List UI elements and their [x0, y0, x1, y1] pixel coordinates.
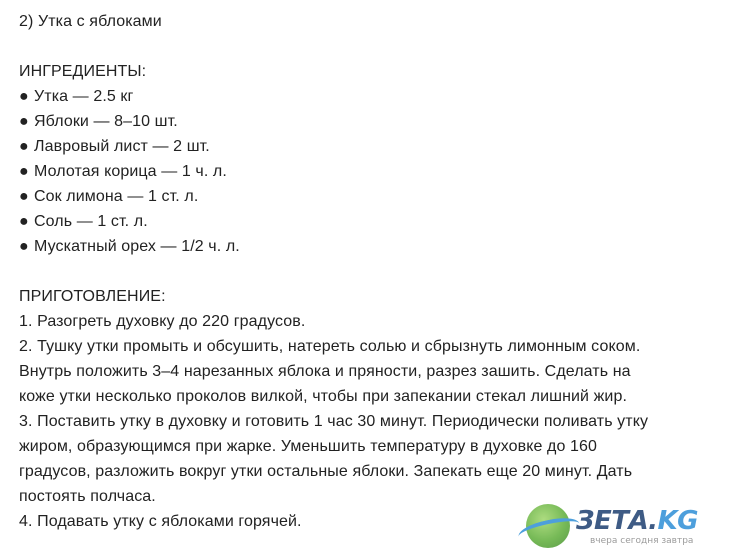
ingredient-text: Утка — 2.5 кг	[34, 88, 134, 105]
ingredient-item	[19, 184, 719, 209]
recipe-title: 2) Утка с яблоками	[19, 13, 162, 30]
ingredient-item	[19, 159, 719, 184]
ingredient-item	[19, 109, 719, 134]
site-watermark	[518, 504, 730, 552]
ingredient-item	[19, 209, 719, 234]
ingredient-item	[19, 234, 719, 259]
preparation-line: 4. Подавать утку с яблоками горячей.	[19, 513, 302, 530]
bullet-icon: ●	[19, 88, 29, 105]
spacer	[19, 34, 719, 59]
preparation-line: коже утки несколько проколов вилкой, чтобы при запекании стекал лишний жир.	[19, 388, 628, 405]
ingredient-text: Яблоки — 8–10 шт.	[34, 113, 178, 130]
ingredient-text: Мускатный орех — 1/2 ч. л.	[34, 238, 240, 255]
preparation-line: 1. Разогреть духовку до 220 градусов.	[19, 313, 306, 330]
ingredient-text: Сок лимона — 1 ст. л.	[34, 188, 199, 205]
ingredient-item	[19, 134, 719, 159]
bullet-icon: ●	[19, 213, 29, 230]
preparation-steps	[19, 309, 719, 534]
preparation-line: постоять полчаса.	[19, 488, 156, 505]
ingredients-heading: ИНГРЕДИЕНТЫ:	[19, 63, 147, 80]
ingredient-text: Молотая корица — 1 ч. л.	[34, 163, 227, 180]
ingredient-text: Соль — 1 ст. л.	[34, 213, 148, 230]
preparation-line: градусов, разложить вокруг утки остальные яблоки. Запекать еще 20 минут. Дать	[19, 463, 633, 480]
bullet-icon: ●	[19, 188, 29, 205]
watermark-logo-text: ЗЕТА.KG	[576, 506, 698, 536]
ingredients-list	[19, 84, 719, 259]
bullet-icon: ●	[19, 238, 29, 255]
bullet-icon: ●	[19, 138, 29, 155]
preparation-line: 3. Поставить утку в духовку и готовить 1 час 30 минут. Периодически поливать утку	[19, 413, 649, 430]
bullet-icon: ●	[19, 163, 29, 180]
preparation-line: жиром, образующимся при жарке. Уменьшить температуру в духовке до 160	[19, 438, 598, 455]
ingredient-item	[19, 84, 719, 109]
spacer	[19, 259, 719, 284]
preparation-line: 2. Тушку утки промыть и обсушить, натереть солью и сбрызнуть лимонным соком.	[19, 338, 641, 355]
ingredient-text: Лавровый лист — 2 шт.	[34, 138, 210, 155]
preparation-line: Внутрь положить 3–4 нарезанных яблока и пряности, разрез зашить. Сделать на	[19, 363, 631, 380]
watermark-tagline: вчера сегодня завтра	[590, 536, 694, 546]
preparation-heading: ПРИГОТОВЛЕНИЕ:	[19, 288, 166, 305]
bullet-icon: ●	[19, 113, 29, 130]
recipe-document	[19, 9, 719, 534]
